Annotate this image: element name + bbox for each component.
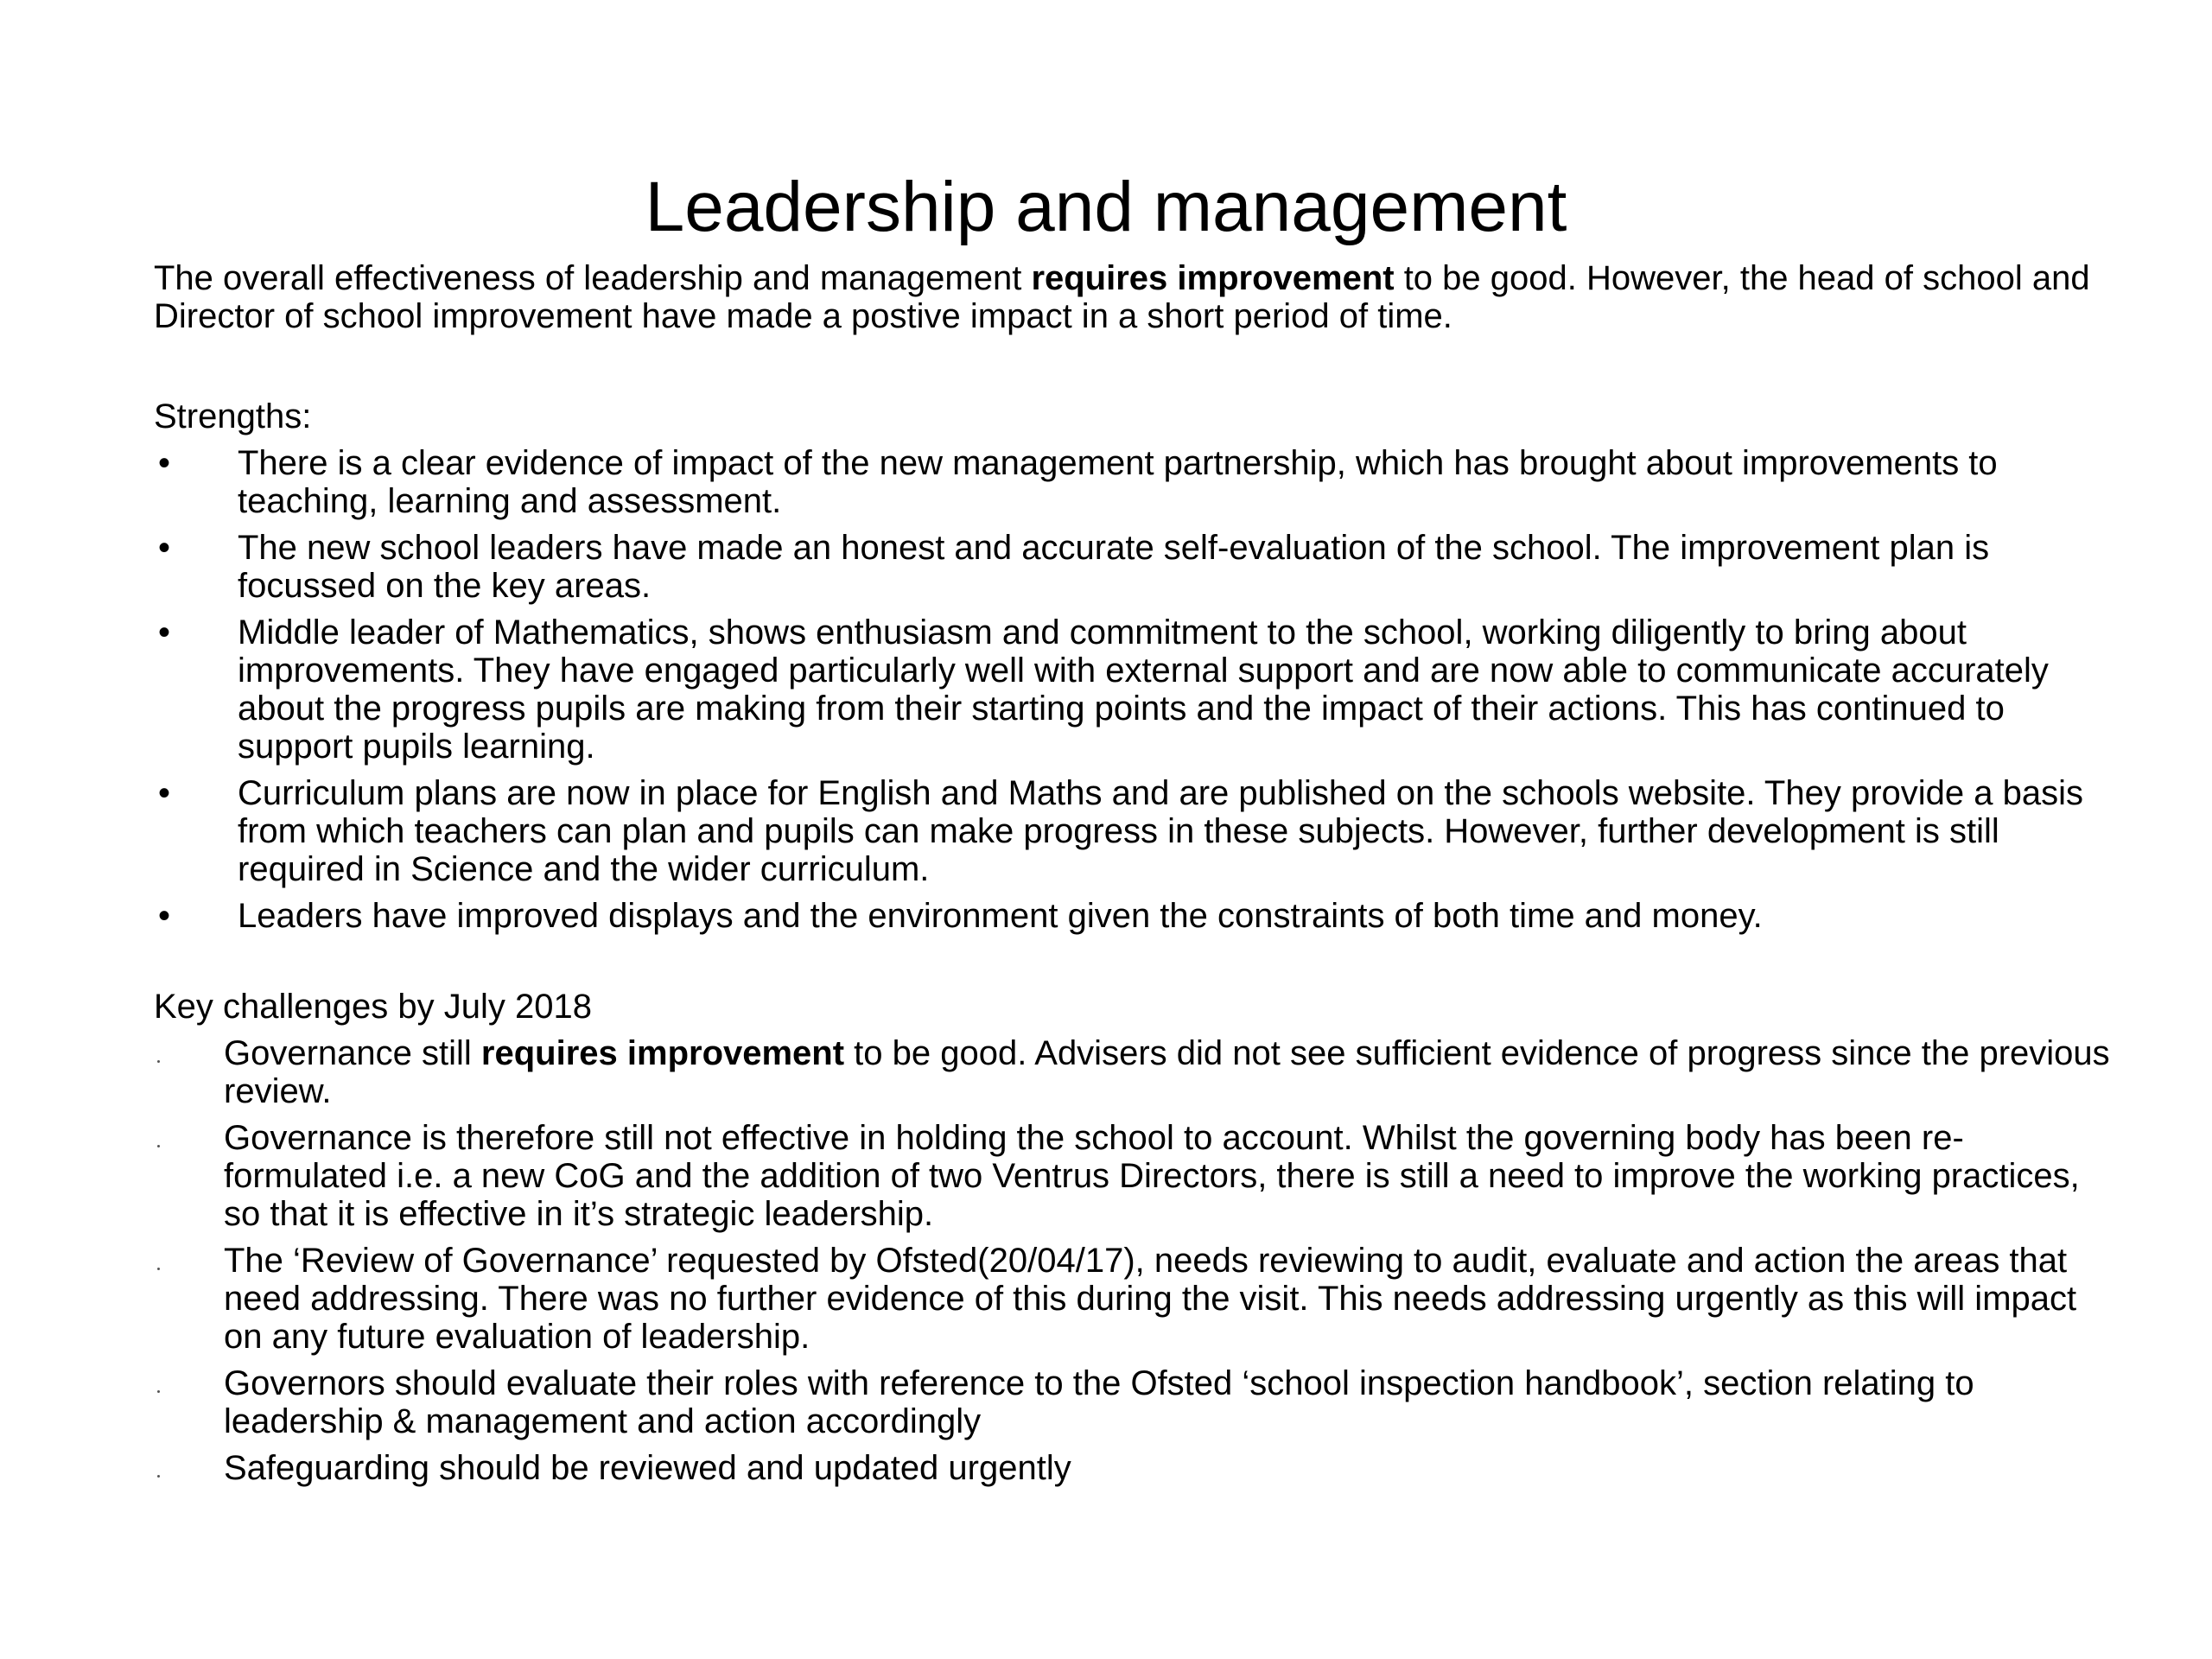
- challenge-item: [154, 1449, 2115, 1487]
- bullet-icon: •: [158, 774, 171, 812]
- challenge-item: [154, 1242, 2115, 1356]
- bullet-dot-icon: [157, 1145, 160, 1147]
- challenges-heading: Key challenges by July 2018: [154, 988, 592, 1026]
- bullet-icon: •: [158, 444, 171, 482]
- strength-item-text: Curriculum plans are now in place for English and Maths and are published on the schools website. They provide a basis from which teachers can plan and pupils can make progress in these subjects. However, further development is still required in Science and the wider curriculum.: [238, 774, 2084, 888]
- challenges-list: [154, 1034, 2115, 1496]
- bullet-dot-icon: [157, 1390, 160, 1393]
- bullet-icon: •: [158, 529, 171, 567]
- bullet-dot-icon: [157, 1268, 160, 1270]
- strength-item: [154, 774, 2115, 888]
- challenge-item: [154, 1119, 2115, 1233]
- challenge-item-text: Safeguarding should be reviewed and updated urgently: [224, 1449, 1071, 1487]
- strength-item: [154, 444, 2115, 520]
- intro-emphasis: requires improvement: [1031, 259, 1395, 297]
- strength-item-text: There is a clear evidence of impact of the new management partnership, which has brought about improvements to teaching, learning and assessment.: [238, 444, 1998, 520]
- challenge-emphasis: requires improvement: [480, 1034, 845, 1072]
- intro-text-start: The overall effectiveness of leadership and management: [154, 259, 1032, 297]
- slide-title: Leadership and management: [645, 168, 1567, 246]
- intro-paragraph: [154, 259, 2115, 335]
- challenge-item: [154, 1034, 2115, 1110]
- strength-item: [154, 613, 2115, 766]
- bullet-icon: •: [158, 897, 171, 935]
- bullet-dot-icon: [157, 1060, 160, 1063]
- strengths-heading: Strengths:: [154, 397, 312, 435]
- challenge-item-text: Governance is therefore still not effective in holding the school to account. Whilst the governing body has been re-formulated i.e. a new CoG and the addition of two Ventrus Directors, there is still a need to improve the working practices, so that it is effective in it’s strategic leadership.: [224, 1119, 2080, 1233]
- strength-item-text: Middle leader of Mathematics, shows enthusiasm and commitment to the school, working diligently to bring about improvements. They have engaged particularly well with external support and are now able to communicate accurately about the progress pupils are making from their starting points and the impact of their actions. This has continued to support pupils learning.: [238, 613, 2049, 766]
- bullet-dot-icon: [157, 1475, 160, 1478]
- intro-text-end: to be good. However, the head of school and Director of school improvement have made a postive impact in a short period of time.: [154, 259, 2090, 335]
- challenge-item-text-end: to be good. Advisers did not see sufficient evidence of progress since the previous review.: [224, 1034, 2110, 1110]
- challenge-item-text: Governance still: [224, 1034, 481, 1072]
- challenge-item-text: Governors should evaluate their roles with reference to the Ofsted ‘school inspection handbook’, section relating to leadership & management and action accordingly: [224, 1364, 1974, 1440]
- strengths-list: [154, 444, 2115, 944]
- strength-item: [154, 897, 2115, 935]
- strength-item: [154, 529, 2115, 605]
- challenge-item: [154, 1364, 2115, 1440]
- challenge-item-text: The ‘Review of Governance’ requested by Ofsted(20/04/17), needs reviewing to audit, evaluate and action the areas that need addressing. There was no further evidence of this during the visit. This needs addressing urgently as this will impact on any future evaluation of leadership.: [224, 1242, 2077, 1356]
- bullet-icon: •: [158, 613, 171, 652]
- strength-item-text: The new school leaders have made an honest and accurate self-evaluation of the school. The improvement plan is focussed on the key areas.: [238, 529, 1990, 605]
- strength-item-text: Leaders have improved displays and the environment given the constraints of both time and money.: [238, 897, 1763, 935]
